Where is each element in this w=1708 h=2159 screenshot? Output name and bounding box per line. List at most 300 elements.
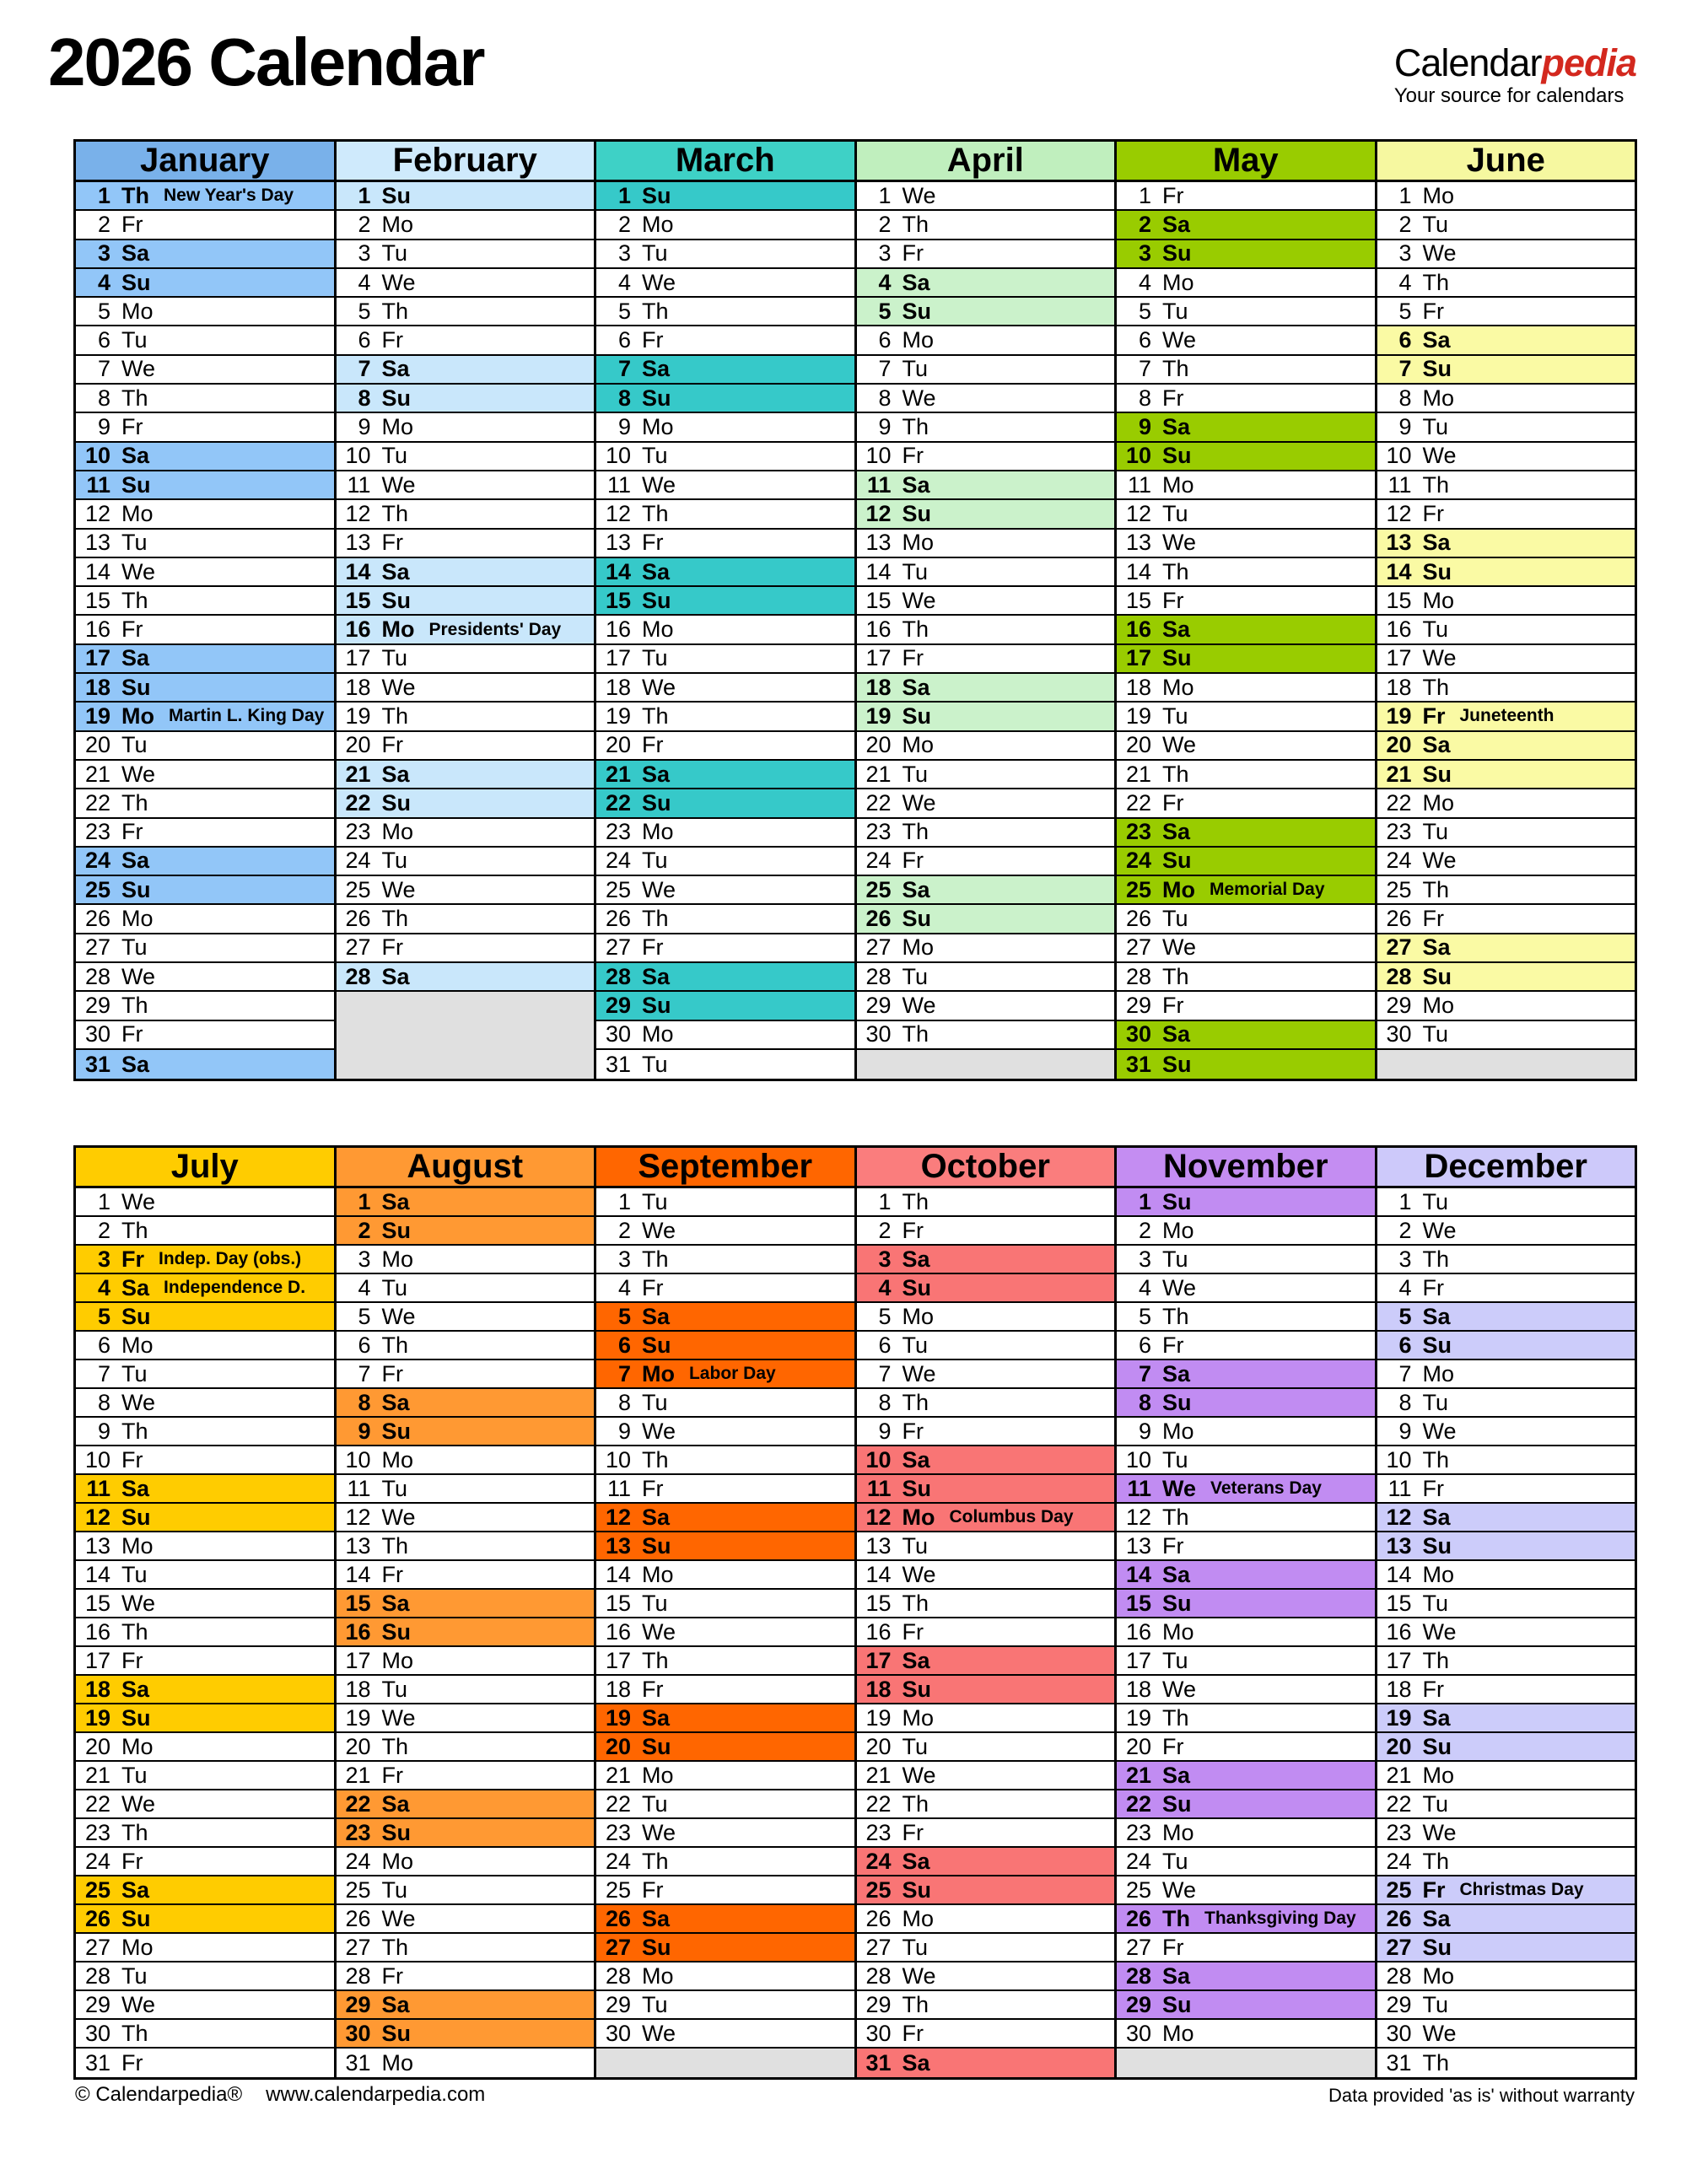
- day-weekday: Th: [381, 1532, 409, 1559]
- day-row-july-1: [76, 1188, 334, 1217]
- day-weekday: Mo: [642, 1962, 674, 1989]
- day-row-september-4: [596, 1274, 854, 1303]
- day-weekday: Sa: [1162, 211, 1191, 237]
- day-number: 23: [345, 819, 371, 845]
- day-row-march-27: [596, 934, 854, 963]
- day-row-june-10: [1377, 443, 1635, 471]
- day-weekday: Sa: [642, 963, 671, 989]
- day-row-august-11: [337, 1475, 595, 1504]
- day-row-march-4: [596, 269, 854, 298]
- day-row-may-27: [1117, 934, 1375, 963]
- day-weekday: Sa: [1162, 1561, 1191, 1587]
- day-number: 6: [358, 1332, 371, 1358]
- day-weekday: Tu: [1422, 616, 1449, 643]
- day-weekday: Su: [902, 1676, 932, 1702]
- day-weekday: Tu: [1162, 500, 1188, 526]
- day-row-december-19: [1377, 1704, 1635, 1733]
- day-weekday: Tu: [642, 1188, 668, 1214]
- day-row-april-26: [857, 905, 1115, 934]
- day-weekday: Sa: [381, 1590, 410, 1616]
- day-weekday: Sa: [121, 443, 150, 469]
- day-row-august-21: [337, 1762, 595, 1790]
- day-weekday: We: [121, 1590, 156, 1616]
- day-weekday: Tu: [642, 1590, 668, 1616]
- day-row-june-26: [1377, 905, 1635, 934]
- day-number: 7: [97, 1360, 110, 1386]
- website-link[interactable]: www.calendarpedia.com: [266, 2083, 486, 2106]
- day-number: 1: [617, 1188, 631, 1214]
- day-row-june-21: [1377, 761, 1635, 789]
- day-weekday: Su: [642, 992, 671, 1018]
- day-weekday: Sa: [1162, 414, 1191, 440]
- day-number: 22: [84, 789, 110, 816]
- day-row-march-22: [596, 789, 854, 818]
- day-weekday: Tu: [1422, 1790, 1449, 1817]
- day-row-march-23: [596, 819, 854, 848]
- day-weekday: Sa: [1422, 1303, 1451, 1329]
- day-row-september-22: [596, 1790, 854, 1819]
- day-weekday: Mo: [1162, 1217, 1194, 1243]
- day-row-april-27: [857, 934, 1115, 963]
- logo-text-red: pedia: [1541, 41, 1636, 84]
- day-number: 27: [84, 934, 110, 961]
- day-weekday: Tu: [1422, 819, 1449, 845]
- day-row-january-9: [76, 413, 334, 442]
- day-number: 4: [878, 269, 892, 295]
- day-row-june-2: [1377, 211, 1635, 240]
- day-number: 6: [358, 327, 371, 353]
- month-header-december: December: [1377, 1148, 1635, 1188]
- day-row-december-16: [1377, 1618, 1635, 1647]
- day-number: 20: [1125, 732, 1151, 758]
- day-weekday: Su: [121, 1905, 151, 1931]
- day-number: 4: [358, 269, 371, 295]
- day-row-september-5: [596, 1303, 854, 1332]
- day-number: 29: [605, 992, 631, 1018]
- day-weekday: We: [121, 1389, 156, 1415]
- day-row-march-21: [596, 761, 854, 789]
- day-number: 10: [865, 1446, 892, 1473]
- day-number: 20: [865, 732, 892, 758]
- day-row-march-12: [596, 500, 854, 529]
- day-row-october-1: [857, 1188, 1115, 1217]
- day-weekday: Th: [642, 500, 669, 526]
- day-row-october-6: [857, 1332, 1115, 1360]
- day-number: 8: [1398, 385, 1412, 411]
- day-row-july-20: [76, 1733, 334, 1762]
- day-weekday: We: [121, 963, 156, 989]
- day-weekday: Mo: [1422, 1762, 1455, 1788]
- day-weekday: Su: [381, 1618, 412, 1645]
- day-number: 26: [1386, 906, 1412, 932]
- day-number: 12: [1125, 500, 1151, 526]
- day-number: 6: [1398, 327, 1412, 353]
- day-weekday: Su: [1162, 1188, 1192, 1214]
- day-number: 25: [1386, 1876, 1412, 1903]
- day-row-february-2: [337, 211, 595, 240]
- day-weekday: We: [642, 1217, 676, 1243]
- day-number: 19: [1386, 703, 1412, 729]
- day-row-april-18: [857, 674, 1115, 703]
- day-row-december-28: [1377, 1962, 1635, 1991]
- day-number: 2: [97, 1217, 110, 1243]
- day-row-january-28: [76, 963, 334, 992]
- day-row-january-8: [76, 385, 334, 413]
- day-number: 21: [1125, 1762, 1151, 1788]
- day-number: 16: [605, 1618, 631, 1645]
- day-row-december-12: [1377, 1504, 1635, 1532]
- day-weekday: Fr: [642, 1876, 664, 1903]
- day-row-may-21: [1117, 761, 1375, 789]
- day-weekday: Th: [1422, 471, 1450, 498]
- day-number: 31: [605, 1051, 631, 1077]
- day-number: 3: [878, 240, 892, 267]
- day-number: 1: [1398, 182, 1412, 208]
- day-row-august-3: [337, 1246, 595, 1274]
- day-weekday: Th: [902, 414, 929, 440]
- day-row-april-23: [857, 819, 1115, 848]
- day-number: 5: [1398, 1303, 1412, 1329]
- day-row-november-5: [1117, 1303, 1375, 1332]
- day-weekday: Tu: [902, 963, 929, 989]
- day-row-october-17: [857, 1647, 1115, 1676]
- day-weekday: Sa: [1162, 616, 1191, 643]
- copyright-text: © Calendarpedia®: [75, 2083, 243, 2106]
- day-number: 5: [358, 1303, 371, 1329]
- day-number: 11: [606, 1475, 631, 1501]
- day-row-may-26: [1117, 905, 1375, 934]
- day-row-may-28: [1117, 963, 1375, 992]
- day-weekday: Th: [381, 500, 409, 526]
- day-row-august-9: [337, 1418, 595, 1446]
- day-weekday: Su: [902, 703, 932, 729]
- day-number: 31: [1386, 2049, 1412, 2076]
- day-weekday: Fr: [381, 732, 403, 758]
- day-weekday: We: [121, 1991, 156, 2017]
- day-number: 9: [1138, 414, 1151, 440]
- holiday-label: Indep. Day (obs.): [159, 1249, 302, 1268]
- day-number: 23: [865, 819, 892, 845]
- day-row-october-14: [857, 1561, 1115, 1590]
- day-number: 11: [1127, 1475, 1151, 1501]
- day-number: 19: [1386, 1704, 1412, 1731]
- day-weekday: We: [1162, 1274, 1197, 1300]
- day-number: 28: [345, 963, 371, 989]
- day-row-august-17: [337, 1647, 595, 1676]
- day-weekday: We: [1422, 1418, 1457, 1444]
- day-number: 13: [605, 530, 631, 556]
- day-row-december-31: [1377, 2049, 1635, 2077]
- day-row-february-12: [337, 500, 595, 529]
- day-weekday: Tu: [381, 645, 408, 671]
- day-weekday: We: [121, 761, 156, 787]
- day-number: 18: [605, 1676, 631, 1702]
- month-column-july: [76, 1148, 334, 2077]
- day-weekday: Fr: [902, 2020, 924, 2046]
- day-row-march-15: [596, 587, 854, 616]
- day-number: 5: [1138, 298, 1151, 324]
- day-row-october-19: [857, 1704, 1115, 1733]
- day-number: 13: [1386, 1532, 1412, 1559]
- day-row-august-20: [337, 1733, 595, 1762]
- day-weekday: Mo: [1162, 674, 1194, 700]
- day-weekday: Sa: [1422, 327, 1451, 353]
- day-row-march-17: [596, 645, 854, 674]
- day-row-february-7: [337, 356, 595, 385]
- month-column-october: [854, 1148, 1115, 2077]
- day-row-may-30: [1117, 1021, 1375, 1050]
- day-row-october-28: [857, 1962, 1115, 1991]
- day-weekday: Mo: [1422, 385, 1455, 411]
- day-weekday: Sa: [121, 1876, 150, 1903]
- day-number: 15: [345, 587, 371, 613]
- day-weekday: Mo: [1422, 789, 1455, 816]
- day-row-december-1: [1377, 1188, 1635, 1217]
- day-row-june-27: [1377, 934, 1635, 963]
- day-weekday: Tu: [1422, 1389, 1449, 1415]
- day-row-july-28: [76, 1962, 334, 1991]
- day-row-april-10: [857, 443, 1115, 471]
- day-weekday: Th: [1422, 876, 1450, 902]
- day-weekday: We: [381, 269, 416, 295]
- day-number: 27: [865, 934, 892, 961]
- day-weekday: Su: [642, 1934, 671, 1960]
- day-row-august-14: [337, 1561, 595, 1590]
- day-row-june-12: [1377, 500, 1635, 529]
- day-number: 13: [605, 1532, 631, 1559]
- day-number: 16: [865, 616, 892, 643]
- day-row-october-7: [857, 1360, 1115, 1389]
- day-row-july-31: [76, 2049, 334, 2077]
- day-number: 5: [1138, 1303, 1151, 1329]
- day-weekday: We: [381, 876, 416, 902]
- day-weekday: Mo: [1162, 1819, 1194, 1845]
- day-weekday: Su: [381, 587, 412, 613]
- day-row-july-25: [76, 1876, 334, 1905]
- day-number: 25: [345, 1876, 371, 1903]
- day-weekday: Su: [1162, 1051, 1192, 1077]
- day-row-september-27: [596, 1934, 854, 1962]
- day-number: 1: [1138, 1188, 1151, 1214]
- day-row-may-22: [1117, 789, 1375, 818]
- day-row-may-6: [1117, 326, 1375, 355]
- day-row-january-4: [76, 269, 334, 298]
- day-weekday: Fr: [121, 1848, 143, 1874]
- day-weekday: We: [121, 1188, 156, 1214]
- day-number: 29: [84, 992, 110, 1018]
- day-weekday: Mo: [902, 327, 935, 353]
- day-number: 9: [1398, 414, 1412, 440]
- day-number: 10: [1125, 1446, 1151, 1473]
- day-number: 14: [1386, 1561, 1412, 1587]
- day-weekday: Th: [381, 1934, 409, 1960]
- day-weekday: We: [1422, 2020, 1457, 2046]
- day-row-august-13: [337, 1532, 595, 1561]
- day-number: 2: [358, 211, 371, 237]
- day-weekday: Su: [381, 182, 412, 208]
- day-weekday: Mo: [902, 530, 935, 556]
- day-weekday: Sa: [121, 848, 150, 874]
- day-weekday: Fr: [902, 1618, 924, 1645]
- day-weekday: Mo: [381, 1647, 414, 1673]
- day-number: 25: [84, 876, 110, 902]
- day-row-october-3: [857, 1246, 1115, 1274]
- day-weekday: Th: [902, 1389, 929, 1415]
- day-number: 17: [1386, 1647, 1412, 1673]
- day-row-november-4: [1117, 1274, 1375, 1303]
- day-weekday: Fr: [1422, 1475, 1444, 1501]
- day-number: 19: [865, 1704, 892, 1731]
- day-number: 21: [605, 1762, 631, 1788]
- day-row-november-28: [1117, 1962, 1375, 1991]
- month-column-january: [76, 142, 334, 1079]
- day-row-january-25: [76, 876, 334, 905]
- day-number: 16: [1125, 616, 1151, 643]
- day-row-june-18: [1377, 674, 1635, 703]
- day-number: 7: [1138, 356, 1151, 382]
- day-weekday: We: [1422, 1819, 1457, 1845]
- day-row-july-23: [76, 1819, 334, 1848]
- day-weekday: Fr: [1422, 906, 1444, 932]
- day-number: 13: [865, 530, 892, 556]
- day-number: 28: [345, 1962, 371, 1989]
- day-row-september-16: [596, 1618, 854, 1647]
- day-weekday: We: [902, 1561, 936, 1587]
- day-number: 11: [86, 471, 110, 498]
- day-weekday: Sa: [381, 1790, 410, 1817]
- day-weekday: We: [642, 1618, 676, 1645]
- day-weekday: Su: [1422, 1332, 1452, 1358]
- day-weekday: Fr: [902, 1819, 924, 1845]
- day-number: 20: [84, 732, 110, 758]
- day-row-september-10: [596, 1446, 854, 1475]
- day-row-june-17: [1377, 645, 1635, 674]
- day-row-april-19: [857, 703, 1115, 731]
- day-row-march-25: [596, 876, 854, 905]
- day-weekday: Su: [121, 1504, 151, 1530]
- day-number: 26: [84, 1905, 110, 1931]
- day-row-april-8: [857, 385, 1115, 413]
- day-weekday: Fr: [642, 934, 664, 961]
- day-weekday: Fr: [121, 819, 143, 845]
- day-weekday: Tu: [1162, 1647, 1188, 1673]
- day-weekday: We: [1162, 1876, 1197, 1903]
- day-row-november-1: [1117, 1188, 1375, 1217]
- day-weekday: Fr: [642, 530, 664, 556]
- day-weekday: Tu: [1422, 1188, 1449, 1214]
- day-row-january-20: [76, 732, 334, 761]
- day-row-november-16: [1117, 1618, 1375, 1647]
- day-number: 3: [1138, 240, 1151, 267]
- day-weekday: Su: [1422, 356, 1452, 382]
- day-weekday: Su: [642, 789, 671, 816]
- day-number: 17: [84, 645, 110, 671]
- day-weekday: Tu: [381, 240, 408, 267]
- holiday-label: Memorial Day: [1209, 880, 1325, 900]
- day-row-july-16: [76, 1618, 334, 1647]
- day-weekday: Su: [642, 385, 671, 411]
- day-number: 27: [605, 1934, 631, 1960]
- day-number: 2: [1398, 1217, 1412, 1243]
- day-weekday: Tu: [1162, 1246, 1188, 1272]
- day-row-june-9: [1377, 413, 1635, 442]
- day-weekday: Su: [1162, 1790, 1192, 1817]
- day-weekday: Sa: [1422, 1704, 1451, 1731]
- day-row-january-31: [76, 1050, 334, 1079]
- day-row-january-14: [76, 558, 334, 587]
- day-weekday: Th: [642, 1246, 669, 1272]
- day-number: 16: [345, 616, 371, 643]
- day-weekday: Mo: [902, 732, 935, 758]
- day-number: 24: [865, 1848, 892, 1874]
- day-number: 9: [617, 414, 631, 440]
- day-number: 3: [617, 240, 631, 267]
- day-number: 25: [1125, 1876, 1151, 1903]
- day-row-july-7: [76, 1360, 334, 1389]
- day-weekday: Su: [121, 674, 151, 700]
- day-weekday: Fr: [121, 414, 143, 440]
- day-number: 24: [84, 1848, 110, 1874]
- day-weekday: Th: [121, 2020, 148, 2046]
- day-weekday: Su: [381, 385, 412, 411]
- day-number: 9: [617, 1418, 631, 1444]
- day-number: 27: [1125, 934, 1151, 961]
- day-row-december-9: [1377, 1418, 1635, 1446]
- day-number: 2: [617, 211, 631, 237]
- day-weekday: Sa: [1162, 1962, 1191, 1989]
- day-row-august-22: [337, 1790, 595, 1819]
- day-number: 4: [1398, 1274, 1412, 1300]
- day-row-march-11: [596, 471, 854, 500]
- day-number: 23: [865, 1819, 892, 1845]
- day-number: 18: [865, 1676, 892, 1702]
- day-number: 7: [358, 356, 371, 382]
- day-weekday: Tu: [642, 1991, 668, 2017]
- day-weekday: Su: [1162, 443, 1192, 469]
- month-column-june: [1375, 142, 1635, 1079]
- month-column-december: [1375, 1148, 1635, 2077]
- day-weekday: Th: [1422, 1647, 1450, 1673]
- day-weekday: Tu: [902, 356, 929, 382]
- day-weekday: Fr: [642, 1274, 664, 1300]
- day-number: 9: [358, 1418, 371, 1444]
- day-row-july-15: [76, 1590, 334, 1618]
- day-weekday: Th: [1422, 2049, 1450, 2076]
- day-weekday: Fr: [902, 645, 924, 671]
- day-weekday: Sa: [902, 269, 930, 295]
- day-number: 24: [1125, 848, 1151, 874]
- day-number: 15: [1386, 1590, 1412, 1616]
- day-row-august-26: [337, 1905, 595, 1934]
- day-weekday: Mo: [121, 703, 154, 729]
- day-weekday: Mo: [1422, 1360, 1455, 1386]
- day-number: 6: [97, 327, 110, 353]
- day-number: 26: [1125, 906, 1151, 932]
- day-row-december-23: [1377, 1819, 1635, 1848]
- day-row-june-6: [1377, 326, 1635, 355]
- day-number: 2: [358, 1217, 371, 1243]
- day-weekday: Mo: [902, 1905, 935, 1931]
- day-weekday: Th: [1162, 761, 1189, 787]
- day-weekday: Tu: [902, 558, 929, 584]
- day-weekday: Tu: [381, 1475, 408, 1501]
- day-weekday: Mo: [1422, 587, 1455, 613]
- empty-cell-november: [1117, 2049, 1375, 2077]
- day-number: 17: [605, 645, 631, 671]
- day-weekday: We: [121, 356, 156, 382]
- day-number: 11: [1387, 471, 1412, 498]
- day-number: 30: [865, 1021, 892, 1047]
